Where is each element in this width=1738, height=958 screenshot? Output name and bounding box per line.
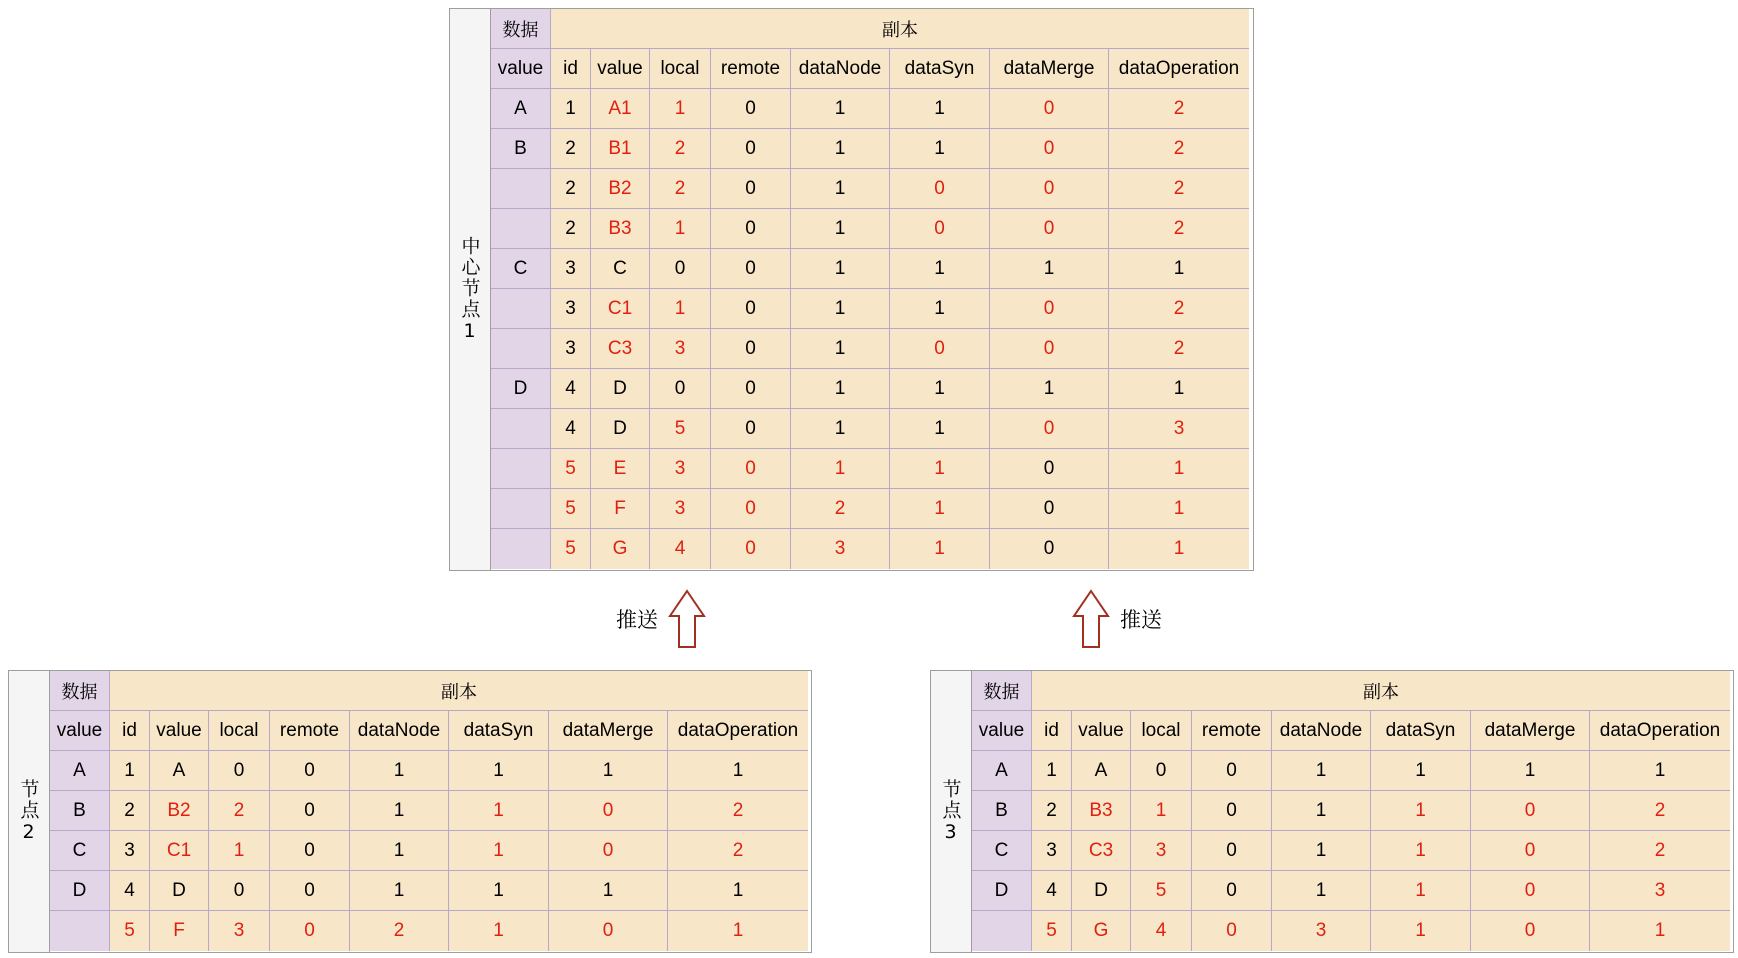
replica-cell-local: 4 [1131,911,1192,951]
data-value-cell: D [50,871,110,911]
replica-cell-datamerge: 1 [990,249,1109,289]
replica-cell-id: 4 [110,871,150,911]
replica-cell-value: B2 [150,791,209,831]
replica-cell-datasyn: 1 [449,871,549,911]
replica-cell-id: 3 [110,831,150,871]
replica-cell-datanode: 1 [350,871,449,911]
replica-cell-datanode: 2 [350,911,449,951]
node-label-text: 节点2 [17,778,40,845]
replica-cell-value: C3 [591,329,650,369]
data-value-cell: B [50,791,110,831]
node-label [9,671,50,952]
column-header-value: value [591,49,650,89]
column-header-dataoperation: dataOperation [1590,711,1730,751]
replica-cell-dataoperation: 2 [668,831,808,871]
table-row [972,831,1730,871]
replica-cell-datamerge: 1 [1471,751,1590,791]
replica-cell-value: B3 [591,209,650,249]
data-column-header: value [972,711,1032,751]
replica-cell-value: B2 [591,169,650,209]
replica-cell-value: C1 [591,289,650,329]
center-node-table [449,8,1254,571]
data-value-cell: A [972,751,1032,791]
replica-cell-dataoperation: 1 [1109,449,1249,489]
replica-cell-datanode: 1 [791,89,890,129]
header-row [491,9,1249,49]
replica-cell-remote: 0 [711,89,791,129]
replica-cell-value: C3 [1072,831,1131,871]
replica-cell-value: A [1072,751,1131,791]
replica-cell-datasyn: 0 [890,169,990,209]
replica-cell-datasyn: 1 [890,449,990,489]
replica-cell-datanode: 1 [350,751,449,791]
data-value-cell: B [491,129,551,169]
replica-cell-id: 3 [551,249,591,289]
table-row [491,169,1249,209]
data-value-cell [972,911,1032,951]
node-label [450,9,491,570]
replica-cell-dataoperation: 1 [668,751,808,791]
replica-cell-local: 3 [650,489,711,529]
replica-cell-datamerge: 1 [549,871,668,911]
replica-cell-datamerge: 0 [1471,791,1590,831]
replica-cell-datanode: 1 [791,129,890,169]
replica-cell-datasyn: 1 [890,369,990,409]
column-header-remote: remote [1192,711,1272,751]
replica-cell-remote: 0 [711,209,791,249]
replica-cell-datamerge: 0 [1471,831,1590,871]
replica-cell-local: 1 [1131,791,1192,831]
table-row [50,911,808,951]
data-value-cell: D [972,871,1032,911]
replica-cell-datamerge: 0 [990,209,1109,249]
table-row [491,209,1249,249]
replica-cell-local: 1 [650,289,711,329]
table-row [491,369,1249,409]
replica-cell-datamerge: 0 [990,529,1109,569]
replica-cell-dataoperation: 1 [1109,529,1249,569]
data-value-cell: C [50,831,110,871]
node-grid [972,671,1730,952]
replica-cell-datamerge: 0 [990,489,1109,529]
replica-cell-local: 5 [1131,871,1192,911]
replica-cell-datanode: 2 [791,489,890,529]
replica-cell-value: D [1072,871,1131,911]
replica-cell-remote: 0 [270,831,350,871]
replica-cell-value: F [150,911,209,951]
replica-cell-remote: 0 [711,529,791,569]
replica-cell-value: C [591,249,650,289]
replica-cell-datamerge: 0 [990,409,1109,449]
table-row [491,489,1249,529]
replica-cell-remote: 0 [711,249,791,289]
replica-cell-value: B3 [1072,791,1131,831]
table-row [491,289,1249,329]
replica-cell-dataoperation: 1 [1109,249,1249,289]
replica-cell-id: 1 [1032,751,1072,791]
replica-cell-datanode: 1 [791,169,890,209]
replica-cell-datanode: 1 [350,791,449,831]
column-header-id: id [1032,711,1072,751]
replica-cell-dataoperation: 2 [1109,289,1249,329]
replica-cell-remote: 0 [711,409,791,449]
replica-cell-datasyn: 1 [890,249,990,289]
replica-cell-datanode: 1 [1272,831,1371,871]
column-header-local: local [650,49,711,89]
replica-cell-id: 4 [1032,871,1072,911]
data-value-cell: B [972,791,1032,831]
node-3-table [930,670,1734,953]
data-value-cell: A [491,89,551,129]
replica-cell-dataoperation: 2 [1109,89,1249,129]
data-value-cell: C [972,831,1032,871]
up-arrow-icon [1072,589,1110,649]
data-value-cell: D [491,369,551,409]
table-row [972,871,1730,911]
replica-cell-datanode: 1 [1272,791,1371,831]
data-value-cell [491,489,551,529]
column-header-dataoperation: dataOperation [668,711,808,751]
replica-cell-id: 3 [551,289,591,329]
replica-cell-id: 4 [551,409,591,449]
column-header-datanode: dataNode [350,711,449,751]
replica-cell-value: D [150,871,209,911]
replica-cell-id: 5 [110,911,150,951]
replica-cell-datasyn: 1 [449,791,549,831]
replica-cell-dataoperation: 1 [1590,911,1730,951]
column-header-datanode: dataNode [791,49,890,89]
column-header-local: local [209,711,270,751]
replica-cell-datasyn: 1 [449,911,549,951]
replica-cell-datanode: 1 [791,369,890,409]
replica-cell-datasyn: 1 [1371,831,1471,871]
replica-cell-remote: 0 [711,289,791,329]
column-header-datamerge: dataMerge [549,711,668,751]
replica-cell-id: 2 [1032,791,1072,831]
replica-cell-id: 5 [551,489,591,529]
replica-cell-datasyn: 0 [890,209,990,249]
replica-cell-datasyn: 1 [890,489,990,529]
replica-cell-datamerge: 0 [990,89,1109,129]
replica-cell-dataoperation: 2 [1109,129,1249,169]
column-header-id: id [551,49,591,89]
replica-cell-datasyn: 1 [449,831,549,871]
replica-cell-local: 1 [650,209,711,249]
replica-cell-datamerge: 0 [549,911,668,951]
replica-cell-local: 0 [650,249,711,289]
table-row [491,129,1249,169]
replica-cell-remote: 0 [711,449,791,489]
replica-cell-value: A1 [591,89,650,129]
replica-cell-remote: 0 [270,871,350,911]
node-2-table [8,670,812,953]
replica-cell-id: 3 [551,329,591,369]
data-value-cell [491,329,551,369]
header-row [972,671,1730,711]
replica-cell-remote: 0 [711,329,791,369]
replica-cell-local: 1 [209,831,270,871]
replica-cell-remote: 0 [711,369,791,409]
replica-cell-datasyn: 1 [890,409,990,449]
replica-cell-local: 3 [650,329,711,369]
replica-cell-remote: 0 [711,169,791,209]
column-header-row [50,711,808,751]
table-row [491,529,1249,569]
replica-cell-local: 0 [1131,751,1192,791]
replica-cell-datanode: 1 [791,209,890,249]
replica-cell-remote: 0 [1192,831,1272,871]
replica-cell-dataoperation: 2 [1590,831,1730,871]
table-row [50,871,808,911]
replica-cell-datamerge: 0 [549,831,668,871]
push-arrow-right [1072,589,1162,649]
replica-cell-datanode: 1 [791,449,890,489]
replica-cell-dataoperation: 2 [1590,791,1730,831]
replica-cell-datanode: 1 [791,289,890,329]
replica-cell-datamerge: 0 [990,169,1109,209]
replica-cell-datasyn: 1 [1371,751,1471,791]
table-row [50,751,808,791]
replica-cell-datanode: 1 [791,409,890,449]
replica-cell-local: 1 [650,89,711,129]
replica-cell-local: 4 [650,529,711,569]
table-row [972,751,1730,791]
replica-cell-dataoperation: 3 [1590,871,1730,911]
replica-cell-remote: 0 [270,791,350,831]
replica-cell-datasyn: 0 [890,329,990,369]
replica-cell-id: 2 [551,209,591,249]
column-header-datasyn: dataSyn [449,711,549,751]
table-row [491,449,1249,489]
replica-cell-datamerge: 0 [990,129,1109,169]
replica-cell-value: D [591,369,650,409]
replica-cell-datamerge: 0 [990,329,1109,369]
replica-cell-id: 5 [551,529,591,569]
data-value-cell [491,449,551,489]
replica-cell-id: 2 [551,169,591,209]
replica-cell-datasyn: 1 [890,529,990,569]
replica-cell-dataoperation: 1 [668,911,808,951]
replica-cell-id: 3 [1032,831,1072,871]
replica-cell-dataoperation: 1 [1590,751,1730,791]
data-value-cell [491,529,551,569]
replica-cell-id: 4 [551,369,591,409]
node-label [931,671,972,952]
replica-cell-remote: 0 [1192,911,1272,951]
replica-cell-datanode: 3 [1272,911,1371,951]
column-header-local: local [1131,711,1192,751]
node-label-text: 节点3 [939,778,962,845]
data-column-header: value [50,711,110,751]
table-row [972,791,1730,831]
replica-cell-value: B1 [591,129,650,169]
table-row [491,249,1249,289]
replica-cell-local: 0 [209,871,270,911]
replica-cell-local: 2 [650,129,711,169]
data-value-cell: C [491,249,551,289]
data-header: 数据 [972,671,1032,711]
replica-header: 副本 [1032,671,1730,711]
replica-cell-local: 0 [650,369,711,409]
replica-cell-datanode: 1 [791,249,890,289]
replica-cell-remote: 0 [1192,751,1272,791]
replica-cell-local: 3 [650,449,711,489]
replica-cell-dataoperation: 2 [1109,169,1249,209]
column-header-row [491,49,1249,89]
data-value-cell [491,209,551,249]
column-header-value: value [150,711,209,751]
replica-cell-id: 5 [1032,911,1072,951]
column-header-datasyn: dataSyn [1371,711,1471,751]
replica-cell-datasyn: 1 [1371,911,1471,951]
replica-cell-dataoperation: 3 [1109,409,1249,449]
replica-cell-local: 0 [209,751,270,791]
table-row [972,911,1730,951]
column-header-dataoperation: dataOperation [1109,49,1249,89]
replica-cell-dataoperation: 2 [1109,209,1249,249]
replica-cell-datasyn: 1 [449,751,549,791]
push-label: 推送 [616,608,658,632]
data-value-cell: A [50,751,110,791]
data-header: 数据 [50,671,110,711]
replica-cell-id: 2 [551,129,591,169]
table-row [50,831,808,871]
replica-cell-datanode: 1 [350,831,449,871]
data-column-header: value [491,49,551,89]
replica-cell-datamerge: 0 [990,289,1109,329]
replica-cell-remote: 0 [1192,871,1272,911]
replica-cell-local: 3 [1131,831,1192,871]
replica-cell-datasyn: 1 [890,289,990,329]
replica-header: 副本 [110,671,808,711]
replica-cell-value: E [591,449,650,489]
replica-cell-remote: 0 [711,129,791,169]
replica-cell-datasyn: 1 [1371,791,1471,831]
header-row [50,671,808,711]
push-label: 推送 [1120,608,1162,632]
replica-cell-value: A [150,751,209,791]
replica-cell-dataoperation: 1 [1109,489,1249,529]
replica-cell-remote: 0 [270,751,350,791]
column-header-value: value [1072,711,1131,751]
column-header-datanode: dataNode [1272,711,1371,751]
replica-cell-local: 2 [209,791,270,831]
node-grid [50,671,808,952]
replica-cell-datanode: 1 [791,329,890,369]
table-row [491,89,1249,129]
column-header-datamerge: dataMerge [1471,711,1590,751]
replica-cell-value: F [591,489,650,529]
column-header-row [972,711,1730,751]
node-label-text: 中心节点1 [458,235,481,344]
replica-cell-value: D [591,409,650,449]
replica-cell-dataoperation: 2 [668,791,808,831]
replica-cell-dataoperation: 2 [1109,329,1249,369]
replica-cell-id: 2 [110,791,150,831]
data-value-cell [491,289,551,329]
replica-cell-datanode: 3 [791,529,890,569]
replica-cell-value: G [1072,911,1131,951]
replica-cell-local: 3 [209,911,270,951]
replica-cell-datanode: 1 [1272,871,1371,911]
replica-cell-datamerge: 1 [549,751,668,791]
replica-cell-local: 5 [650,409,711,449]
replica-cell-datamerge: 0 [1471,911,1590,951]
replica-cell-remote: 0 [711,489,791,529]
replica-cell-remote: 0 [1192,791,1272,831]
replica-cell-datasyn: 1 [890,89,990,129]
replica-cell-datamerge: 0 [990,449,1109,489]
column-header-remote: remote [270,711,350,751]
data-value-cell [491,409,551,449]
table-row [491,329,1249,369]
replica-cell-id: 1 [110,751,150,791]
replica-cell-datasyn: 1 [1371,871,1471,911]
push-arrow-left [616,589,706,649]
column-header-id: id [110,711,150,751]
replica-cell-value: C1 [150,831,209,871]
table-row [50,791,808,831]
replica-cell-datamerge: 1 [990,369,1109,409]
replica-cell-local: 2 [650,169,711,209]
replica-cell-datanode: 1 [1272,751,1371,791]
table-row [491,409,1249,449]
replica-header: 副本 [551,9,1249,49]
data-value-cell [50,911,110,951]
replica-cell-id: 5 [551,449,591,489]
data-value-cell [491,169,551,209]
data-header: 数据 [491,9,551,49]
replica-cell-value: G [591,529,650,569]
replica-cell-datamerge: 0 [1471,871,1590,911]
column-header-datasyn: dataSyn [890,49,990,89]
node-grid [491,9,1249,570]
column-header-remote: remote [711,49,791,89]
replica-cell-datasyn: 1 [890,129,990,169]
replica-cell-dataoperation: 1 [1109,369,1249,409]
replica-cell-remote: 0 [270,911,350,951]
replica-cell-datamerge: 0 [549,791,668,831]
replica-cell-id: 1 [551,89,591,129]
column-header-datamerge: dataMerge [990,49,1109,89]
replica-cell-dataoperation: 1 [668,871,808,911]
up-arrow-icon [668,589,706,649]
